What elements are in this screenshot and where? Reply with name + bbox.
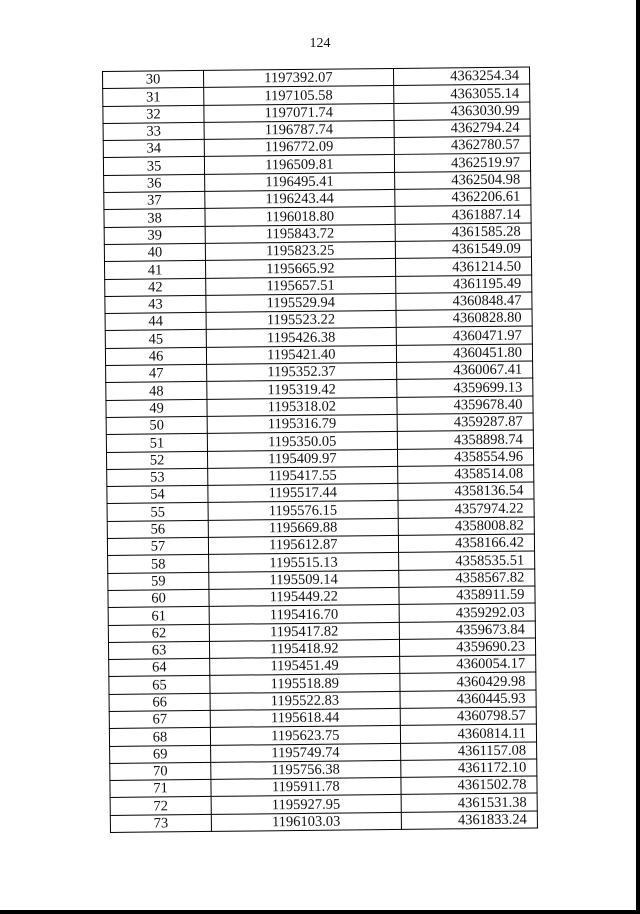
point-number-cell: 60 [108,589,209,607]
y-coordinate-cell: 4362504.98 [394,171,531,190]
point-number-cell: 64 [109,658,210,676]
point-number-cell: 37 [104,192,205,210]
x-coordinate-cell: 1195426.38 [206,328,396,347]
y-coordinate-cell: 4360848.47 [395,292,532,311]
y-coordinate-cell: 4360814.11 [400,724,537,743]
x-coordinate-cell: 1195522.83 [210,691,400,710]
y-coordinate-cell: 4363254.34 [393,67,530,86]
x-coordinate-cell: 1195756.38 [211,760,401,779]
x-coordinate-cell: 1195669.88 [208,518,398,537]
y-coordinate-cell: 4361887.14 [395,205,532,224]
point-number-cell: 31 [103,88,204,106]
y-coordinate-cell: 4361531.38 [401,793,538,812]
y-coordinate-cell: 4361195.49 [395,275,532,294]
x-coordinate-cell: 1197392.07 [204,68,394,87]
x-coordinate-cell: 1195316.79 [207,414,397,433]
x-coordinate-cell: 1195927.95 [211,795,401,814]
y-coordinate-cell: 4361502.78 [400,776,537,795]
point-number-cell: 41 [104,261,205,279]
x-coordinate-cell: 1196509.81 [204,155,394,174]
y-coordinate-cell: 4361172.10 [400,759,537,778]
y-coordinate-cell: 4361157.08 [400,742,537,761]
x-coordinate-cell: 1195623.75 [210,726,400,745]
point-number-cell: 57 [107,537,208,555]
y-coordinate-cell: 4359287.87 [397,413,534,432]
point-number-cell: 51 [106,434,207,452]
y-coordinate-cell: 4362206.61 [394,188,531,207]
x-coordinate-cell: 1195409.97 [208,449,398,468]
point-number-cell: 55 [107,503,208,521]
x-coordinate-cell: 1197071.74 [204,103,394,122]
point-number-cell: 42 [105,278,206,296]
point-number-cell: 65 [109,676,210,694]
point-number-cell: 34 [103,140,204,158]
point-number-cell: 47 [106,364,207,382]
y-coordinate-cell: 4360828.80 [396,309,533,328]
x-coordinate-cell: 1195843.72 [205,224,395,243]
x-coordinate-cell: 1195421.40 [206,345,396,364]
point-number-cell: 50 [106,416,207,434]
x-coordinate-cell: 1195449.22 [209,587,399,606]
point-number-cell: 54 [107,486,208,504]
point-number-cell: 68 [109,728,210,746]
x-coordinate-cell: 1197105.58 [204,86,394,105]
point-number-cell: 70 [110,762,211,780]
y-coordinate-cell: 4360054.17 [399,655,536,674]
y-coordinate-cell: 4362794.24 [394,119,531,138]
x-coordinate-cell: 1195657.51 [206,276,396,295]
x-coordinate-cell: 1196495.41 [205,172,395,191]
point-number-cell: 58 [108,555,209,573]
point-number-cell: 33 [103,122,204,140]
x-coordinate-cell: 1195352.37 [207,362,397,381]
y-coordinate-cell: 4360798.57 [400,707,537,726]
x-coordinate-cell: 1196103.03 [211,812,401,831]
x-coordinate-cell: 1195318.02 [207,397,397,416]
y-coordinate-cell: 4358008.82 [398,517,535,536]
y-coordinate-cell: 4358514.08 [397,465,534,484]
point-number-cell: 39 [104,226,205,244]
point-number-cell: 45 [105,330,206,348]
y-coordinate-cell: 4362519.97 [394,154,531,173]
point-number-cell: 30 [103,70,204,88]
point-number-cell: 67 [109,710,210,728]
x-coordinate-cell: 1195911.78 [211,778,401,797]
x-coordinate-cell: 1195518.89 [210,674,400,693]
x-coordinate-cell: 1195618.44 [210,708,400,727]
y-coordinate-cell: 4358535.51 [398,551,535,570]
point-number-cell: 49 [106,399,207,417]
x-coordinate-cell: 1196243.44 [205,190,395,209]
y-coordinate-cell: 4358898.74 [397,430,534,449]
x-coordinate-cell: 1195418.92 [210,639,400,658]
x-coordinate-cell: 1195523.22 [206,311,396,330]
x-coordinate-cell: 1195529.94 [206,293,396,312]
point-number-cell: 36 [104,174,205,192]
point-number-cell: 61 [108,607,209,625]
x-coordinate-cell: 1195350.05 [207,432,397,451]
page-number: 124 [309,36,331,51]
y-coordinate-cell: 4359292.03 [399,603,536,622]
x-coordinate-cell: 1195417.82 [209,622,399,641]
y-coordinate-cell: 4361585.28 [395,223,532,242]
y-coordinate-cell: 4359690.23 [399,638,536,657]
y-coordinate-cell: 4362780.57 [394,136,531,155]
y-coordinate-cell: 4360445.93 [400,690,537,709]
point-number-cell: 59 [108,572,209,590]
point-number-cell: 69 [110,745,211,763]
y-coordinate-cell: 4360471.97 [396,326,533,345]
x-coordinate-cell: 1195319.42 [207,380,397,399]
x-coordinate-cell: 1196787.74 [204,120,394,139]
x-coordinate-cell: 1196772.09 [204,138,394,157]
x-coordinate-cell: 1195612.87 [208,535,398,554]
y-coordinate-cell: 4357974.22 [398,499,535,518]
point-number-cell: 53 [107,468,208,486]
y-coordinate-cell: 4359699.13 [396,378,533,397]
y-coordinate-cell: 4359678.40 [397,396,534,415]
point-number-cell: 46 [105,347,206,365]
y-coordinate-cell: 4361549.09 [395,240,532,259]
coordinates-table [102,67,538,834]
x-coordinate-cell: 1195416.70 [209,605,399,624]
x-coordinate-cell: 1195451.49 [210,657,400,676]
x-coordinate-cell: 1196018.80 [205,207,395,226]
point-number-cell: 40 [104,243,205,261]
y-coordinate-cell: 4363030.99 [393,102,530,121]
point-number-cell: 35 [103,157,204,175]
x-coordinate-cell: 1195749.74 [211,743,401,762]
y-coordinate-cell: 4360429.98 [399,672,536,691]
y-coordinate-cell: 4361833.24 [401,811,538,830]
coordinates-table-body [103,67,538,832]
point-number-cell: 38 [104,209,205,227]
point-number-cell: 48 [106,382,207,400]
point-number-cell: 62 [108,624,209,642]
point-number-cell: 32 [103,105,204,123]
x-coordinate-cell: 1195417.55 [208,466,398,485]
y-coordinate-cell: 4358567.82 [398,569,535,588]
point-number-cell: 52 [106,451,207,469]
point-number-cell: 44 [105,313,206,331]
point-number-cell: 43 [105,295,206,313]
x-coordinate-cell: 1195515.13 [209,553,399,572]
point-number-cell: 71 [110,780,211,798]
point-number-cell: 63 [108,641,209,659]
y-coordinate-cell: 4358136.54 [397,482,534,501]
y-coordinate-cell: 4363055.14 [393,84,530,103]
y-coordinate-cell: 4360451.80 [396,344,533,363]
y-coordinate-cell: 4358911.59 [399,586,536,605]
y-coordinate-cell: 4359673.84 [399,620,536,639]
y-coordinate-cell: 4360067.41 [396,361,533,380]
y-coordinate-cell: 4358554.96 [397,448,534,467]
y-coordinate-cell: 4361214.50 [395,257,532,276]
x-coordinate-cell: 1195665.92 [206,259,396,278]
x-coordinate-cell: 1195823.25 [205,241,395,260]
x-coordinate-cell: 1195509.14 [209,570,399,589]
point-number-cell: 56 [107,520,208,538]
x-coordinate-cell: 1195576.15 [208,501,398,520]
x-coordinate-cell: 1195517.44 [208,484,398,503]
point-number-cell: 73 [110,814,211,832]
y-coordinate-cell: 4358166.42 [398,534,535,553]
point-number-cell: 66 [109,693,210,711]
point-number-cell: 72 [110,797,211,815]
